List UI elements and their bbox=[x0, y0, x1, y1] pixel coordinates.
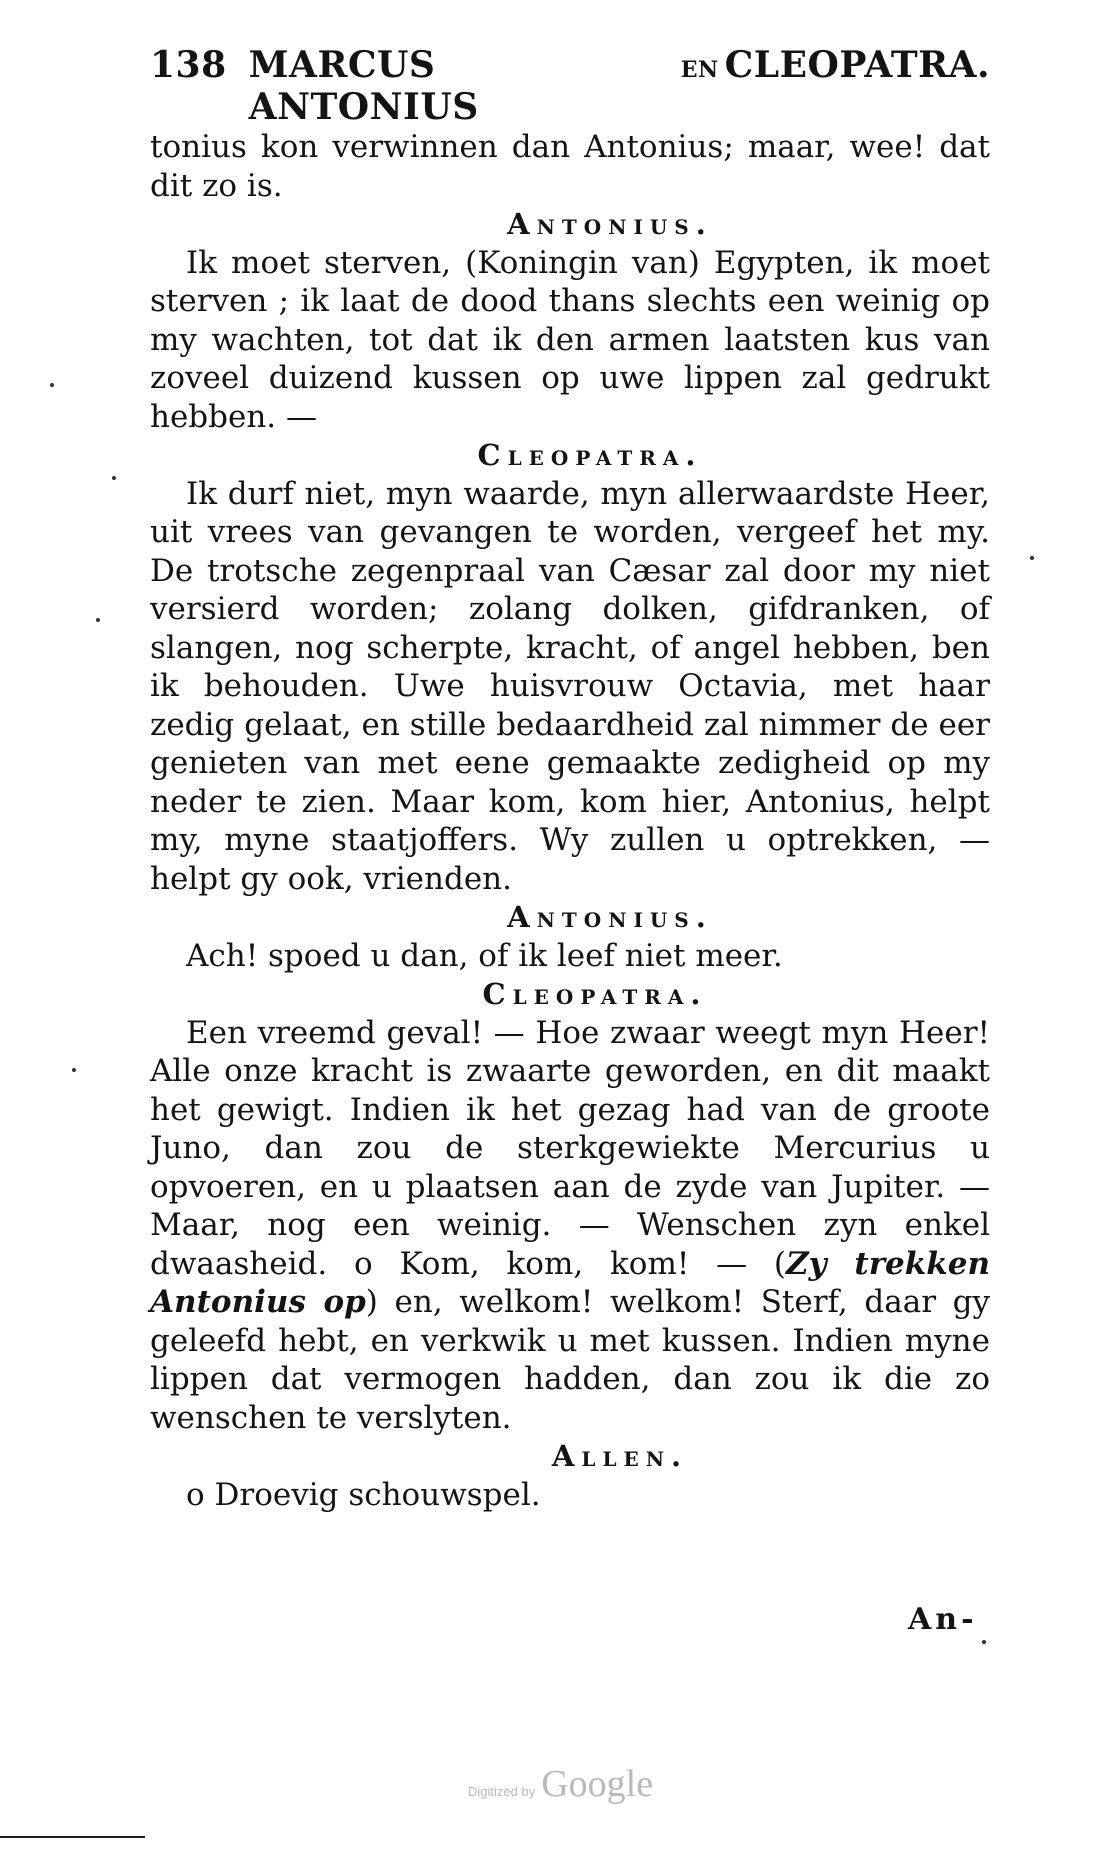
continuation-paragraph: tonius kon verwinnen dan Antonius; maar, wee! dat dit zo is. bbox=[150, 129, 990, 204]
page-number: 138 bbox=[150, 44, 227, 86]
ink-speck bbox=[72, 1068, 76, 1072]
speaker-cleopatra: Cleopatra. bbox=[482, 977, 708, 1011]
watermark-brand: Google bbox=[541, 1763, 654, 1805]
running-header bbox=[150, 44, 990, 128]
speech-antonius-1: Ik moet sterven, (Koningin van) Egypten, ik moet sterven ; ik laat de dood thans slechts een weinig op my wachten, tot dat ik den armen laatsten kus van zoveel duizend kussen op uwe lippen zal gedrukt hebben. — bbox=[150, 244, 990, 435]
speech-allen: o Droevig schouwspel. bbox=[186, 1476, 541, 1513]
speech-text: ) en, welkom! welkom! Sterf, daar gy geleefd hebt, en verkwik u met kussen. Indien myne lippen dat vermogen hadden, dan zou ik die zo wenschen te verslyten. bbox=[150, 1284, 990, 1436]
header-title-left: MARCUS ANTONIUS bbox=[248, 44, 479, 128]
ink-speck bbox=[50, 383, 54, 387]
stage-direction: Zy trekken Antonius op bbox=[150, 1245, 990, 1320]
watermark-prefix: Digitized by bbox=[468, 1784, 536, 1799]
speaker-cleopatra: Cleopatra. bbox=[477, 438, 703, 472]
digitized-watermark bbox=[468, 1762, 653, 1806]
header-conjunction: EN bbox=[680, 57, 719, 83]
speaker-allen: Allen. bbox=[551, 1439, 689, 1473]
speaker-antonius: Antonius. bbox=[507, 207, 713, 241]
ink-speck bbox=[96, 618, 100, 622]
scan-edge-rule bbox=[0, 1836, 145, 1838]
ink-speck bbox=[112, 476, 116, 480]
speech-antonius-2: Ach! spoed u dan, of ik leef niet meer. bbox=[186, 937, 783, 974]
speaker-antonius: Antonius. bbox=[507, 900, 713, 934]
speech-text: Een vreemd geval! — Hoe zwaar weegt myn Heer! Alle onze kracht is zwaarte geworden, en dit maakt het gewigt. Indien ik het gezag had van de groote Juno, dan zou de sterkgewiekte Mercurius u opvoeren, en u plaatsen aan de zyde van Jupiter. — Maar, nog een weinig. — Wenschen zyn enkel dwaasheid. o Kom, kom, kom! — ( bbox=[150, 1014, 990, 1282]
catchword: An- bbox=[908, 1602, 978, 1637]
header-title-right: CLEOPATRA. bbox=[724, 44, 990, 86]
ink-speck bbox=[1030, 556, 1034, 560]
body-text bbox=[150, 128, 990, 1514]
ink-speck bbox=[982, 1640, 986, 1644]
speech-cleopatra-2 bbox=[150, 1014, 990, 1438]
speech-cleopatra-1: Ik durf niet, myn waarde, myn allerwaardste Heer, uit vrees van gevangen te worden, vergeef het my. De trotsche zegenpraal van Cæsar zal door my niet versierd worden; zolang dolken, gifdranken, of slangen, nog scherpte, kracht, of angel hebben, ben ik behouden. Uwe huisvrouw Octavia, met haar zedig gelaat, en stille bedaardheid zal nimmer de eer genieten van met eene gemaakte zedigheid op my neder te zien. Maar kom, kom hier, Antonius, helpt my, myne staatjoffers. Wy zullen u optrekken, — helpt gy ook, vrienden. bbox=[150, 475, 990, 897]
